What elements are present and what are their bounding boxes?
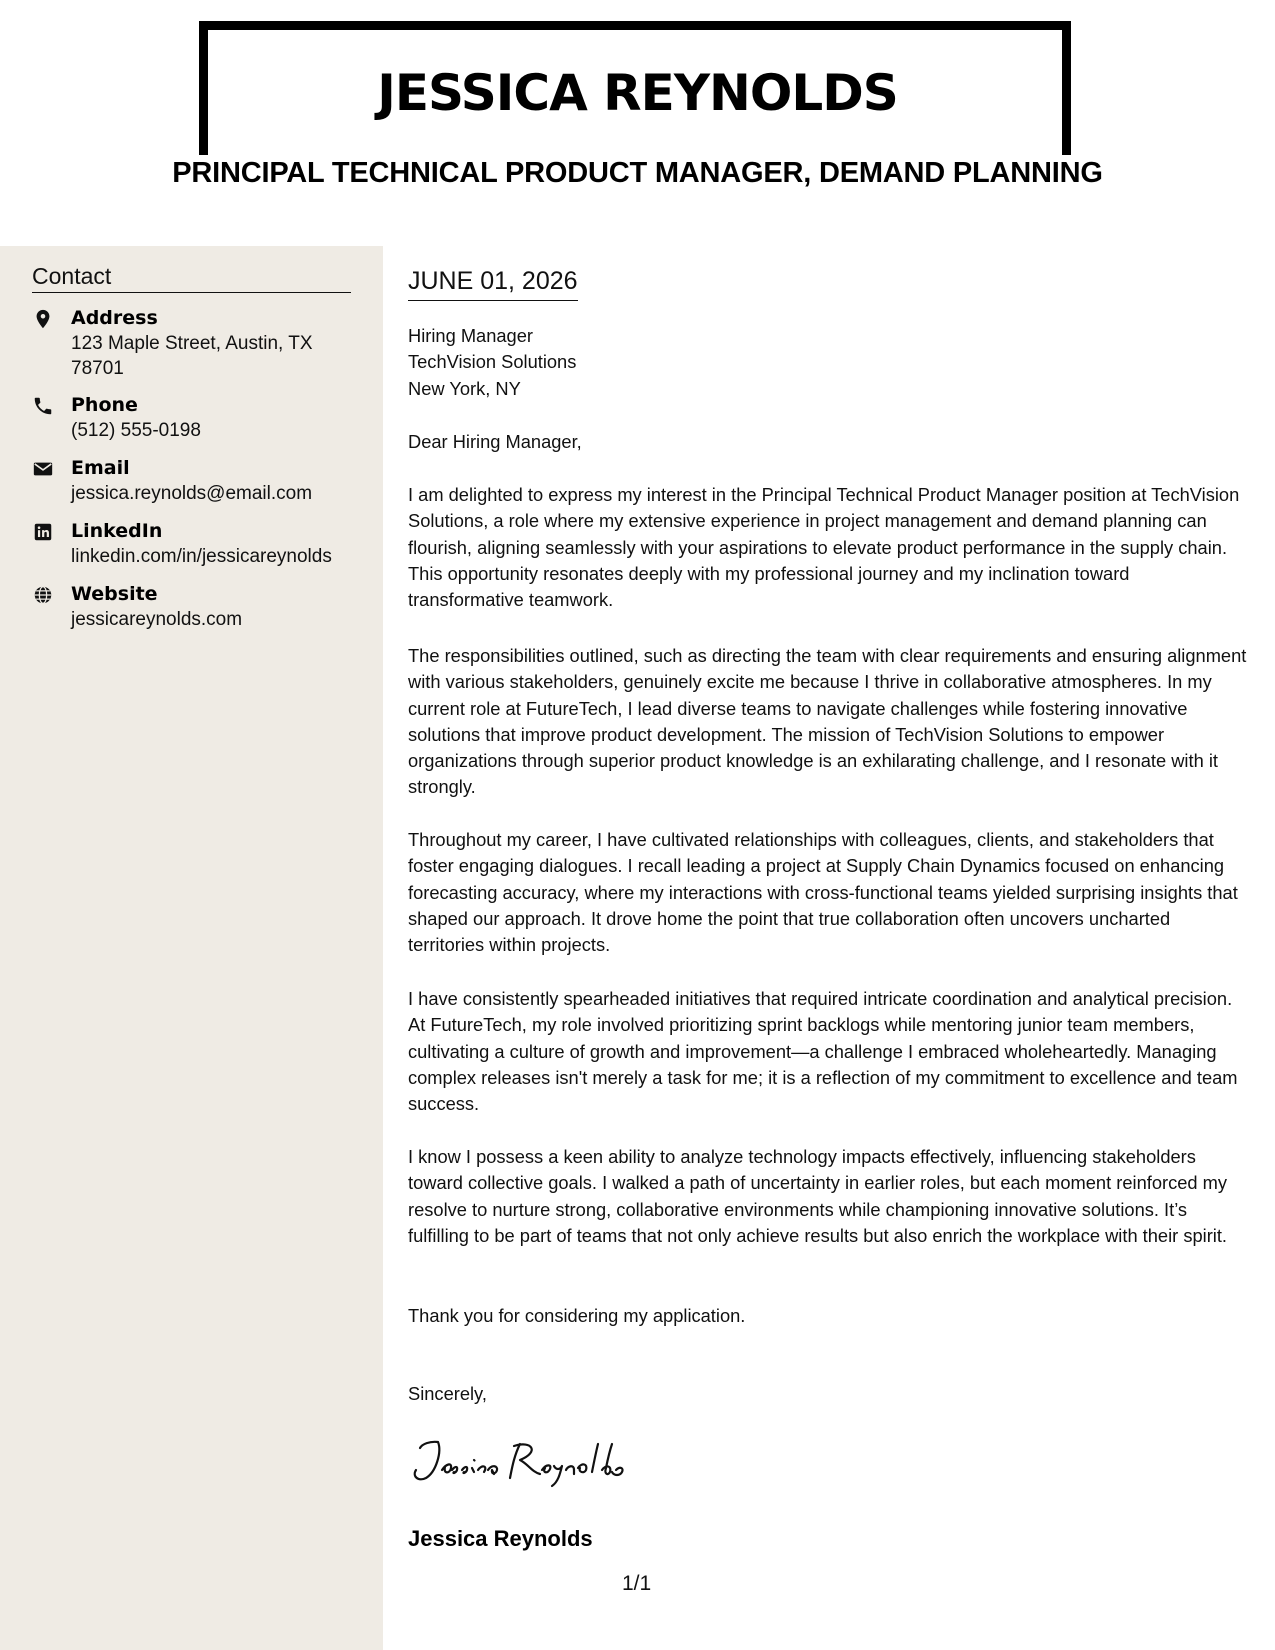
linkedin-label: LinkedIn [71,520,163,542]
linkedin-icon [32,521,54,543]
body-paragraph-5: I know I possess a keen ability to analyze technology impacts effectively, influencing stakeholders toward collective goals. I walked a path of uncertainty in earlier roles, but each moment reinforced my resolve to nurture strong, collaborative environments while championing innovative solutions. It’s fulfilling to be part of teams that not only achieve results but also enrich the workplace with their spirit. [408,1146,1228,1246]
body-paragraph-1: I am delighted to express my interest in the Principal Technical Product Manager position at TechVision Solutions, a role where my extensive experience in project management and demand planning can flourish, aligning seamlessly with your aspirations to elevate product performance in the supply chain. This opportunity resonates deeply with my professional journey and my inclination toward transformative teamwork. [408,484,1240,611]
handwritten-signature [408,1432,688,1492]
body-paragraph-4: I have consistently spearheaded initiatives that required intricate coordination and analytical precision. At FutureTech, my role involved prioritizing sprint backlogs while mentoring junior team members, cultivating a culture of growth and improvement—a challenge I embraced wholeheartedly. Managing complex releases isn't merely a task for me; it is a reflection of my commitment to excellence and team success. [408,988,1238,1115]
envelope-icon [32,458,54,480]
phone-label: Phone [71,394,138,416]
closing-line: Thank you for considering my application. [408,1305,746,1326]
recipient-company: TechVision Solutions [408,351,577,372]
signer-name: Jessica Reynolds [408,1526,593,1551]
website-label: Website [71,583,158,605]
phone-icon [32,395,54,417]
linkedin-value: linkedin.com/in/jessicareynolds [71,546,332,567]
body-paragraph-2: The responsibilities outlined, such as directing the team with clear requirements and ensuring alignment with various stakeholders, genuinely excite me because I thrive in collaborative atmospheres. In my current role at FutureTech, I lead diverse teams to navigate challenges while fostering innovative solutions that improve product development. The mission of TechVision Solutions to empower organizations through superior product knowledge is an exhilarating challenge, and I resonate with it strongly. [408,645,1247,798]
job-title: PRINCIPAL TECHNICAL PRODUCT MANAGER, DEMAND PLANNING [172,157,1103,189]
email-label: Email [71,457,130,479]
body-paragraph-3: Throughout my career, I have cultivated relationships with colleagues, clients, and stakeholders that foster engaging dialogues. I recall leading a project at Supply Chain Dynamics focused on enhancing forecasting accuracy, where my interactions with cross-functional teams yielded surprising insights that shaped our approach. It drove home the point that true collaboration often uncovers uncharted territories within projects. [408,829,1238,956]
letter-date: JUNE 01, 2026 [408,264,578,301]
page-number: 1/1 [622,1572,652,1595]
map-pin-icon [32,308,54,330]
website-value: jessicareynolds.com [71,609,243,630]
candidate-name: JESSICA REYNOLDS [377,64,898,122]
contact-heading: Contact [32,261,351,293]
globe-icon [32,584,54,606]
address-value: 123 Maple Street, Austin, TX 78701 [71,333,313,379]
phone-value: (512) 555-0198 [71,420,201,441]
recipient-location: New York, NY [408,378,521,399]
salutation: Dear Hiring Manager, [408,431,582,452]
recipient-title: Hiring Manager [408,325,533,346]
sign-off: Sincerely, [408,1383,487,1404]
address-label: Address [71,307,158,329]
email-value: jessica.reynolds@email.com [71,483,313,504]
contact-sidebar [0,246,383,1650]
